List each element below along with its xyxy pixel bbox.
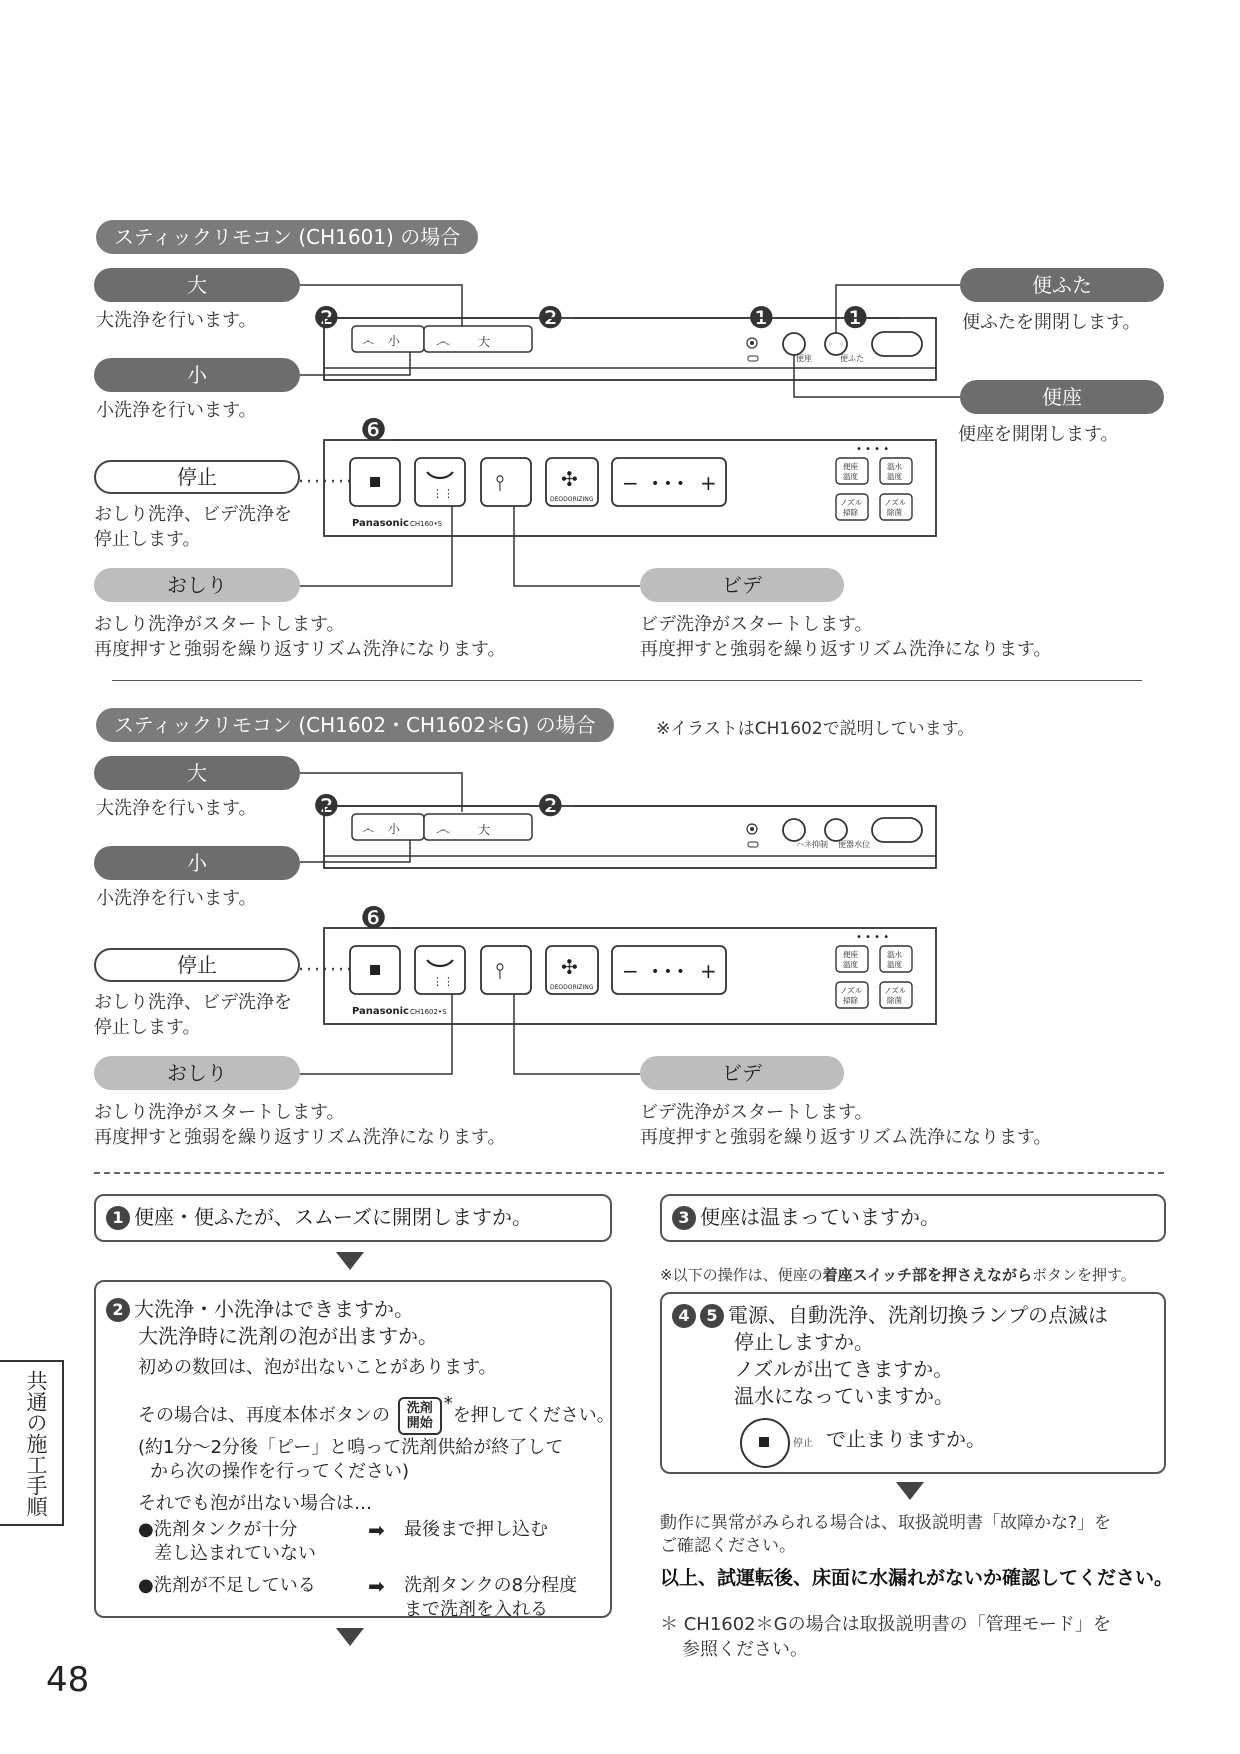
check-q2-line1: [106, 1296, 414, 1323]
stop-icon: [370, 477, 380, 487]
note3-part-c: ボタンを押す。: [1031, 1266, 1136, 1284]
check-cause-1a: ●洗剤タンクが十分: [138, 1519, 298, 1540]
oshiri-desc-1a: おしり洗浄がスタートします。: [94, 614, 345, 635]
footnote-1: ＊ CH1602＊Gの場合は取扱説明書の「管理モード」を: [660, 1614, 1111, 1635]
check-q1-text: 便座・便ふたが、スムーズに開閉しますか。: [134, 1205, 532, 1229]
bide-label-1: ビデ: [640, 568, 844, 602]
flow-arrow-down: [336, 1628, 364, 1646]
svg-text:ノズル: ノズル: [884, 986, 907, 995]
check-q2-line7: それでも泡が出ない場合は…: [138, 1493, 372, 1514]
step-number-6: ❻: [360, 901, 387, 936]
key-top-label: 洗剤: [406, 1401, 433, 1416]
splash-suppress-label: ハネ抑制: [796, 840, 828, 849]
check-q2-line4: [138, 1392, 615, 1435]
check-q45-line1-text: 電源、自動洗浄、洗剤切換ランプの点滅は: [728, 1303, 1108, 1327]
section2-title: スティックリモコン (CH1602・CH1602＊G) の場合: [96, 708, 614, 742]
model-number-1: CH160•S: [410, 520, 443, 528]
benfuta-desc: 便ふたを開閉します。: [962, 312, 1141, 333]
step-badge: 5: [700, 1304, 724, 1328]
step-number-2: ❷: [537, 789, 564, 824]
check-q3: [672, 1204, 940, 1231]
teishi-label-1: 停止: [94, 460, 300, 494]
svg-text:温度: 温度: [843, 960, 858, 969]
section2-note: ※イラストはCH1602で説明しています。: [656, 719, 975, 739]
step-badge: 2: [106, 1298, 130, 1322]
model-number-2: CH1602•S: [410, 1008, 447, 1016]
swirl-icon: ෴: [362, 822, 375, 837]
check-q2-line2: 大洗浄時に洗剤の泡が出ますか。: [138, 1324, 438, 1348]
fan-icon: ✣: [561, 955, 578, 979]
svg-text:温水: 温水: [887, 462, 902, 471]
svg-text:掃除: 掃除: [843, 508, 858, 517]
oval-button-2[interactable]: [872, 818, 922, 842]
check-q2-line5: (約1分〜2分後「ピー」と鳴って洗剤供給が終了して: [138, 1437, 564, 1458]
sho-desc-1: 小洗浄を行います。: [96, 400, 257, 421]
step-number-1: ❶: [748, 301, 775, 336]
check-q45-line1: [672, 1302, 1108, 1329]
svg-text:⋮⋮: ⋮⋮: [432, 487, 454, 500]
detergent-start-key: [398, 1397, 442, 1435]
benfuta-label: 便ふた: [960, 268, 1164, 302]
check-q2-line3: 初めの数回は、泡が出ないことがあります。: [138, 1357, 497, 1378]
benza-label: 便座: [960, 380, 1164, 414]
flow-arrow-down: [336, 1252, 364, 1270]
check-q45-line5: で止まりますか。: [826, 1427, 986, 1451]
swirl-icon: ෴: [436, 820, 451, 838]
bowl-water-level-label: 便器水位: [838, 840, 870, 849]
brand-logo-1: Panasonic: [352, 518, 409, 529]
sho-label-2: 小: [94, 846, 300, 880]
dai-label-2: 大: [94, 756, 300, 790]
oshiri-desc-2b: 再度押すと強弱を繰り返すリズム洗浄になります。: [94, 1127, 506, 1148]
dai-button-label-1: 大: [478, 335, 491, 349]
sho-button-label-1: 小: [388, 334, 401, 348]
dai-label-1: 大: [94, 268, 300, 302]
check-q2-line1-text: 大洗浄・小洗浄はできますか。: [134, 1297, 414, 1321]
indicator-dots: • • • •: [856, 932, 890, 943]
step-number-1: ❶: [842, 301, 869, 336]
oshiri-label-2: おしり: [94, 1056, 300, 1090]
svg-text:便座: 便座: [843, 462, 858, 471]
teishi-desc-1b: 停止します。: [94, 529, 201, 550]
step-badge: 3: [672, 1206, 696, 1230]
section1-title: スティックリモコン (CH1601) の場合: [96, 220, 478, 254]
splash-suppress-button[interactable]: [783, 819, 805, 841]
swirl-icon: ෴: [362, 334, 375, 349]
key-bottom-label: 開始: [406, 1416, 433, 1431]
arrow-right-icon: ➡: [368, 1518, 385, 1542]
bide-icon: ⫯: [495, 471, 505, 496]
note3-part-a: ※以下の操作は、便座の: [660, 1266, 823, 1284]
step-number-6: ❻: [360, 413, 387, 448]
level-dots: • • •: [651, 476, 685, 492]
check-remedy-1: 最後まで押し込む: [404, 1519, 548, 1540]
dai-desc-1: 大洗浄を行います。: [96, 310, 257, 331]
plus-icon: +: [700, 471, 717, 495]
fan-icon: ✣: [561, 467, 578, 491]
svg-text:ノズル: ノズル: [884, 498, 907, 507]
side-tab-text: 共通の施工手順: [24, 1370, 48, 1517]
svg-text:除菌: 除菌: [887, 508, 902, 517]
check-note-3: [660, 1264, 1136, 1285]
teishi-desc-2b: 停止します。: [94, 1017, 201, 1038]
swirl-icon: ෴: [436, 332, 451, 350]
check-q45-line3: ノズルが出てきますか。: [734, 1357, 954, 1381]
bide-desc-1a: ビデ洗浄がスタートします。: [640, 614, 873, 635]
svg-text:除菌: 除菌: [887, 996, 902, 1005]
step-badge: 4: [672, 1304, 696, 1328]
teishi-desc-1a: おしり洗浄、ビデ洗浄を: [94, 504, 292, 525]
flow-arrow-down: [896, 1482, 924, 1500]
oshiri-label-1: おしり: [94, 568, 300, 602]
check-q2-line4a: その場合は、再度本体ボタンの: [138, 1405, 390, 1426]
check-q2-line6: から次の操作を行ってください): [150, 1461, 410, 1482]
bide-label-2: ビデ: [640, 1056, 844, 1090]
dai-desc-2: 大洗浄を行います。: [96, 798, 257, 819]
svg-text:温度: 温度: [843, 472, 858, 481]
benfuta-button[interactable]: [825, 333, 847, 355]
stop-round-label: 停止: [793, 1438, 813, 1449]
deodorizing-label-1: DEODORIZING: [550, 496, 594, 503]
level-dots: • • •: [651, 964, 685, 980]
svg-text:⋮⋮: ⋮⋮: [432, 975, 454, 988]
sho-desc-2: 小洗浄を行います。: [96, 888, 257, 909]
oval-button-1[interactable]: [872, 332, 922, 356]
final-note-1: 動作に異常がみられる場合は、取扱説明書「故障かな?」を: [660, 1513, 1112, 1533]
sho-button-label-2: 小: [388, 822, 401, 836]
teishi-label-2: 停止: [94, 948, 300, 982]
dashed-divider: [94, 1172, 1164, 1174]
check-remedy-2a: 洗剤タンクの8分程度: [404, 1575, 578, 1596]
page-number: 48: [46, 1660, 90, 1700]
plus-icon: +: [700, 959, 717, 983]
final-note-2: ご確認ください。: [660, 1536, 796, 1556]
check-cause-1b: 差し込まれていない: [154, 1543, 316, 1564]
bide-desc-2a: ビデ洗浄がスタートします。: [640, 1102, 873, 1123]
stop-icon: [759, 1437, 769, 1447]
bowl-water-level-button[interactable]: [825, 819, 847, 841]
minus-icon: −: [622, 959, 639, 983]
check-q45-line2: 停止しますか。: [734, 1330, 874, 1354]
benfuta-button-label: 便ふた: [840, 354, 864, 363]
bide-desc-1b: 再度押すと強弱を繰り返すリズム洗浄になります。: [640, 639, 1052, 660]
remote-illustration-2: [0, 680, 1240, 1180]
stop-round-button: [740, 1418, 790, 1468]
check-cause-2: ●洗剤が不足している: [138, 1575, 316, 1596]
note3-part-b: 着座スイッチ部を押さえながら: [822, 1266, 1032, 1284]
teishi-desc-2a: おしり洗浄、ビデ洗浄を: [94, 992, 292, 1013]
remote-illustration-1: [0, 0, 1240, 680]
svg-text:温度: 温度: [887, 960, 902, 969]
step-number-2: ❷: [313, 301, 340, 336]
svg-text:温度: 温度: [887, 472, 902, 481]
brand-logo-2: Panasonic: [352, 1006, 409, 1017]
benza-desc: 便座を開閉します。: [958, 424, 1119, 445]
check-q1: [106, 1204, 532, 1231]
svg-text:便座: 便座: [843, 950, 858, 959]
benza-button[interactable]: [783, 333, 805, 355]
bide-icon: ⫯: [495, 959, 505, 984]
check-remedy-2b: まで洗剤を入れる: [404, 1599, 548, 1620]
stop-icon: [370, 965, 380, 975]
benza-button-label: 便座: [796, 354, 812, 363]
deodorizing-label-2: DEODORIZING: [550, 984, 594, 991]
check-q3-text: 便座は温まっていますか。: [700, 1205, 940, 1229]
step-number-2: ❷: [313, 789, 340, 824]
footnote-2: 参照ください。: [682, 1639, 808, 1660]
sho-label-1: 小: [94, 358, 300, 392]
step-badge: 1: [106, 1206, 130, 1230]
arrow-right-icon: ➡: [368, 1574, 385, 1598]
bide-desc-2b: 再度押すと強弱を繰り返すリズム洗浄になります。: [640, 1127, 1052, 1148]
dai-button-label-2: 大: [478, 823, 491, 837]
oshiri-desc-2a: おしり洗浄がスタートします。: [94, 1102, 345, 1123]
asterisk-mark: *: [443, 1393, 453, 1414]
indicator-dots: • • • •: [856, 444, 890, 455]
check-q45-line4: 温水になっていますか。: [734, 1384, 954, 1408]
bide-button-2[interactable]: [481, 946, 531, 994]
svg-text:ノズル: ノズル: [840, 986, 863, 995]
check-q2-line4b: を押してください。: [452, 1405, 615, 1426]
svg-text:掃除: 掃除: [843, 996, 858, 1005]
svg-text:ノズル: ノズル: [840, 498, 863, 507]
minus-icon: −: [622, 471, 639, 495]
final-warning: 以上、試運転後、床面に水漏れがないか確認してください。: [660, 1567, 1174, 1589]
svg-text:温水: 温水: [887, 950, 902, 959]
bide-button-1[interactable]: [481, 458, 531, 506]
oshiri-desc-1b: 再度押すと強弱を繰り返すリズム洗浄になります。: [94, 639, 506, 660]
step-number-2: ❷: [537, 301, 564, 336]
